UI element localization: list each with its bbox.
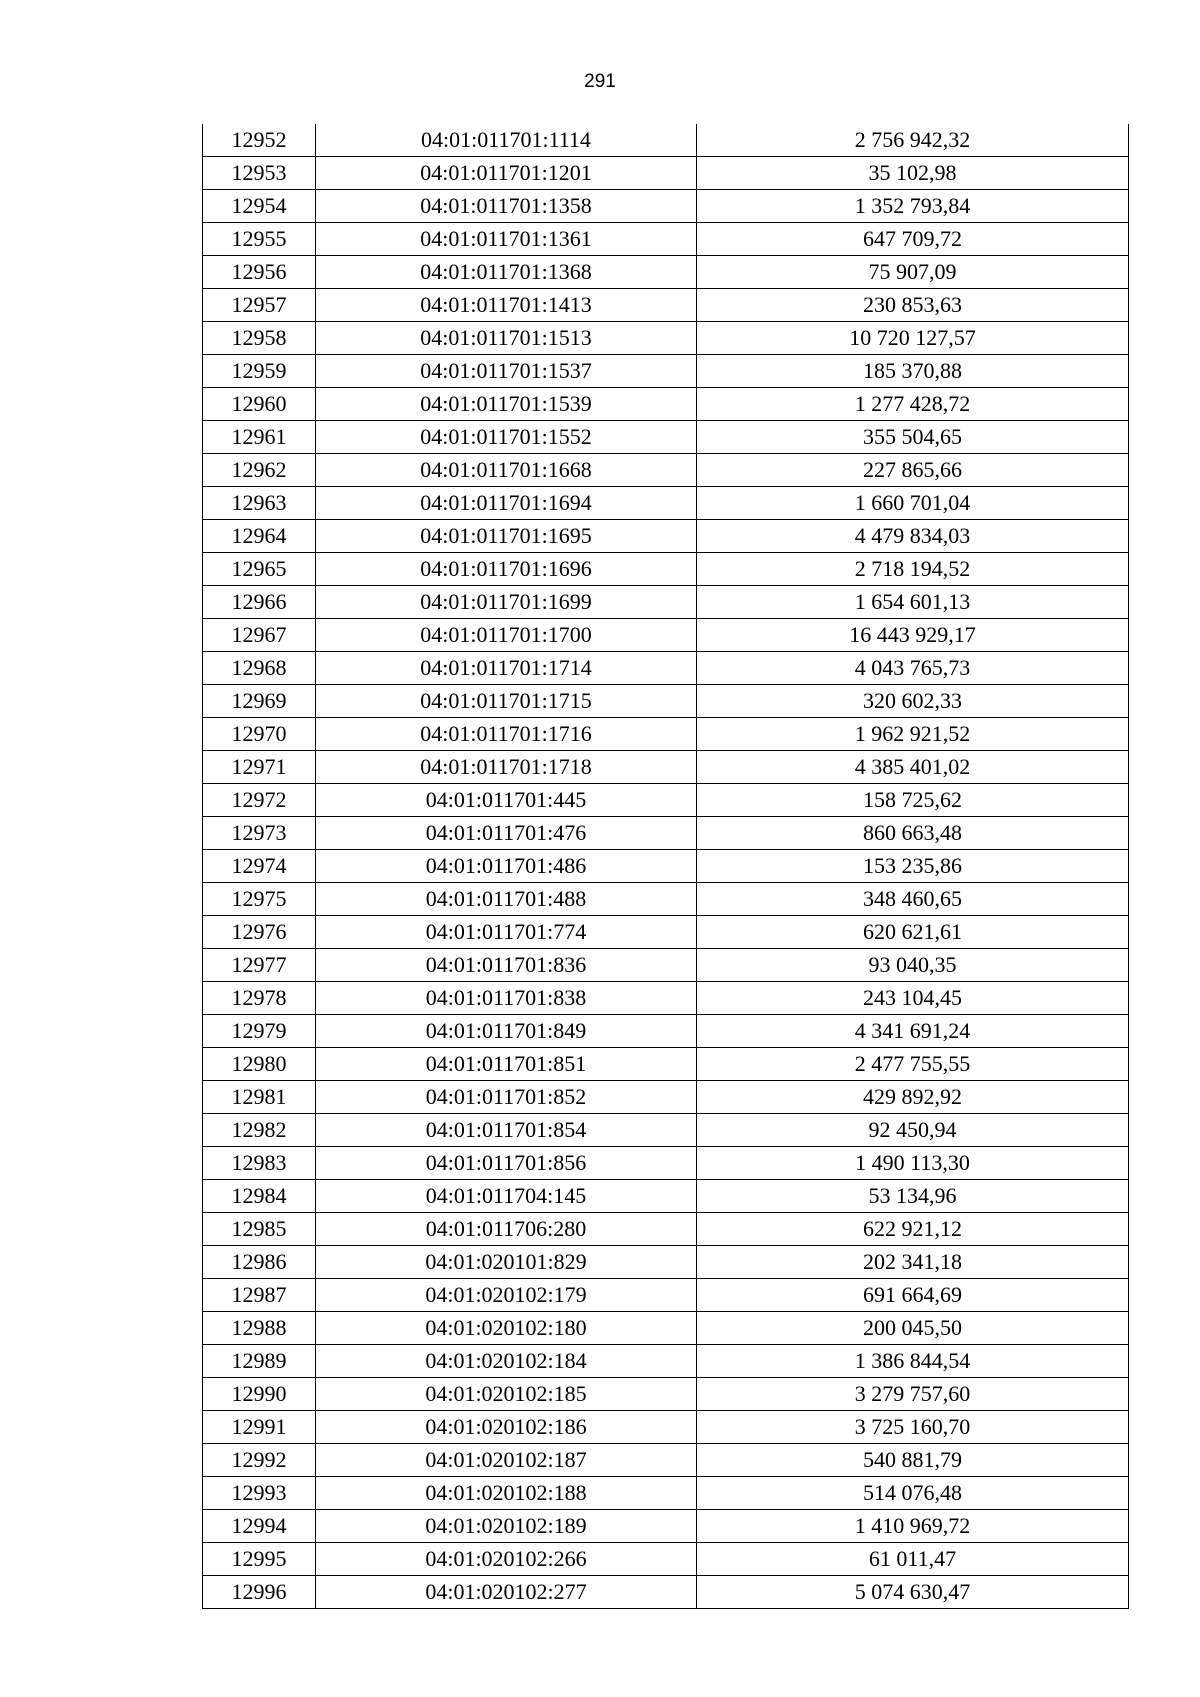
table-row: [203, 256, 1129, 289]
cadastral-number-cell: 04:01:020102:179: [316, 1279, 697, 1312]
cadastral-value-cell: 93 040,35: [697, 949, 1129, 982]
cadastral-number-cell: 04:01:011701:774: [316, 916, 697, 949]
row-number-cell: 12964: [203, 520, 316, 553]
table-row: [203, 850, 1129, 883]
cadastral-value-cell: 540 881,79: [697, 1444, 1129, 1477]
table-row: [203, 553, 1129, 586]
cadastral-number-cell: 04:01:020102:185: [316, 1378, 697, 1411]
table-row: [203, 1477, 1129, 1510]
table-row: [203, 982, 1129, 1015]
row-number-cell: 12974: [203, 850, 316, 883]
cadastral-number-cell: 04:01:011701:1513: [316, 322, 697, 355]
cadastral-value-cell: 320 602,33: [697, 685, 1129, 718]
table-row: [203, 652, 1129, 685]
row-number-cell: 12994: [203, 1510, 316, 1543]
cadastral-value-cell: 5 074 630,47: [697, 1576, 1129, 1609]
row-number-cell: 12982: [203, 1114, 316, 1147]
table-row: [203, 1378, 1129, 1411]
cadastral-value-cell: 4 043 765,73: [697, 652, 1129, 685]
table-row: [203, 1510, 1129, 1543]
table-row: [203, 718, 1129, 751]
cadastral-value-cell: 61 011,47: [697, 1543, 1129, 1576]
row-number-cell: 12996: [203, 1576, 316, 1609]
cadastral-value-cell: 647 709,72: [697, 223, 1129, 256]
cadastral-value-cell: 348 460,65: [697, 883, 1129, 916]
row-number-cell: 12972: [203, 784, 316, 817]
table-row: [203, 124, 1129, 157]
cadastral-number-cell: 04:01:011701:1114: [316, 124, 697, 157]
cadastral-number-cell: 04:01:011701:1358: [316, 190, 697, 223]
table-row: [203, 916, 1129, 949]
table-row: [203, 1312, 1129, 1345]
cadastral-value-cell: 227 865,66: [697, 454, 1129, 487]
cadastral-number-cell: 04:01:011701:486: [316, 850, 697, 883]
cadastral-value-cell: 4 385 401,02: [697, 751, 1129, 784]
cadastral-number-cell: 04:01:011701:838: [316, 982, 697, 1015]
cadastral-number-cell: 04:01:011701:1700: [316, 619, 697, 652]
row-number-cell: 12988: [203, 1312, 316, 1345]
row-number-cell: 12957: [203, 289, 316, 322]
table-row: [203, 1015, 1129, 1048]
cadastral-number-cell: 04:01:020102:180: [316, 1312, 697, 1345]
cadastral-value-cell: 202 341,18: [697, 1246, 1129, 1279]
cadastral-value-cell: 1 654 601,13: [697, 586, 1129, 619]
row-number-cell: 12995: [203, 1543, 316, 1576]
row-number-cell: 12983: [203, 1147, 316, 1180]
cadastral-number-cell: 04:01:011701:849: [316, 1015, 697, 1048]
row-number-cell: 12978: [203, 982, 316, 1015]
table-row: [203, 355, 1129, 388]
cadastral-value-cell: 153 235,86: [697, 850, 1129, 883]
cadastral-value-cell: 1 962 921,52: [697, 718, 1129, 751]
cadastral-value-cell: 35 102,98: [697, 157, 1129, 190]
row-number-cell: 12967: [203, 619, 316, 652]
cadastral-number-cell: 04:01:011701:1552: [316, 421, 697, 454]
row-number-cell: 12954: [203, 190, 316, 223]
row-number-cell: 12971: [203, 751, 316, 784]
row-number-cell: 12959: [203, 355, 316, 388]
cadastral-value-cell: 620 621,61: [697, 916, 1129, 949]
cadastral-number-cell: 04:01:011701:1361: [316, 223, 697, 256]
table-row: [203, 883, 1129, 916]
table-row: [203, 1246, 1129, 1279]
cadastral-value-cell: 2 756 942,32: [697, 124, 1129, 157]
row-number-cell: 12977: [203, 949, 316, 982]
cadastral-value-cell: 1 660 701,04: [697, 487, 1129, 520]
cadastral-number-cell: 04:01:020102:184: [316, 1345, 697, 1378]
cadastral-number-cell: 04:01:011701:488: [316, 883, 697, 916]
table-row: [203, 223, 1129, 256]
table-row: [203, 1543, 1129, 1576]
table-row: [203, 1180, 1129, 1213]
row-number-cell: 12969: [203, 685, 316, 718]
cadastral-value-cell: 4 479 834,03: [697, 520, 1129, 553]
cadastral-value-cell: 860 663,48: [697, 817, 1129, 850]
cadastral-number-cell: 04:01:011701:856: [316, 1147, 697, 1180]
cadastral-value-cell: 4 341 691,24: [697, 1015, 1129, 1048]
cadastral-value-cell: 185 370,88: [697, 355, 1129, 388]
cadastral-value-cell: 158 725,62: [697, 784, 1129, 817]
row-number-cell: 12975: [203, 883, 316, 916]
table-body: [203, 124, 1129, 1609]
cadastral-value-cell: 10 720 127,57: [697, 322, 1129, 355]
table-row: [203, 487, 1129, 520]
row-number-cell: 12960: [203, 388, 316, 421]
cadastral-number-cell: 04:01:011701:1201: [316, 157, 697, 190]
table-row: [203, 1213, 1129, 1246]
cadastral-value-cell: 1 352 793,84: [697, 190, 1129, 223]
cadastral-number-cell: 04:01:011701:1413: [316, 289, 697, 322]
row-number-cell: 12963: [203, 487, 316, 520]
cadastral-value-cell: 200 045,50: [697, 1312, 1129, 1345]
cadastral-number-cell: 04:01:011701:476: [316, 817, 697, 850]
row-number-cell: 12986: [203, 1246, 316, 1279]
table-row: [203, 1279, 1129, 1312]
table-row: [203, 388, 1129, 421]
table-row: [203, 784, 1129, 817]
table-row: [203, 1345, 1129, 1378]
cadastral-number-cell: 04:01:011701:836: [316, 949, 697, 982]
table-row: [203, 190, 1129, 223]
table-row: [203, 619, 1129, 652]
row-number-cell: 12958: [203, 322, 316, 355]
cadastral-value-cell: 1 410 969,72: [697, 1510, 1129, 1543]
cadastral-number-cell: 04:01:020102:187: [316, 1444, 697, 1477]
cadastral-number-cell: 04:01:020102:189: [316, 1510, 697, 1543]
cadastral-number-cell: 04:01:011701:1668: [316, 454, 697, 487]
table-row: [203, 322, 1129, 355]
cadastral-value-cell: 514 076,48: [697, 1477, 1129, 1510]
table-row: [203, 157, 1129, 190]
cadastral-value-cell: 1 490 113,30: [697, 1147, 1129, 1180]
table-row: [203, 1411, 1129, 1444]
cadastral-number-cell: 04:01:011704:145: [316, 1180, 697, 1213]
table-row: [203, 454, 1129, 487]
cadastral-value-cell: 3 279 757,60: [697, 1378, 1129, 1411]
cadastral-value-cell: 2 477 755,55: [697, 1048, 1129, 1081]
cadastral-value-cell: 1 277 428,72: [697, 388, 1129, 421]
cadastral-value-cell: 53 134,96: [697, 1180, 1129, 1213]
row-number-cell: 12991: [203, 1411, 316, 1444]
table-row: [203, 1444, 1129, 1477]
table-row: [203, 289, 1129, 322]
cadastral-number-cell: 04:01:020102:188: [316, 1477, 697, 1510]
row-number-cell: 12956: [203, 256, 316, 289]
row-number-cell: 12976: [203, 916, 316, 949]
row-number-cell: 12990: [203, 1378, 316, 1411]
cadastral-number-cell: 04:01:020102:266: [316, 1543, 697, 1576]
table-row: [203, 685, 1129, 718]
cadastral-number-cell: 04:01:011701:1714: [316, 652, 697, 685]
row-number-cell: 12984: [203, 1180, 316, 1213]
cadastral-value-cell: 622 921,12: [697, 1213, 1129, 1246]
cadastral-value-cell: 75 907,09: [697, 256, 1129, 289]
row-number-cell: 12992: [203, 1444, 316, 1477]
cadastral-number-cell: 04:01:011701:851: [316, 1048, 697, 1081]
cadastral-value-cell: 691 664,69: [697, 1279, 1129, 1312]
table-row: [203, 1147, 1129, 1180]
table-row: [203, 520, 1129, 553]
row-number-cell: 12965: [203, 553, 316, 586]
table-row: [203, 1576, 1129, 1609]
row-number-cell: 12981: [203, 1081, 316, 1114]
cadastral-number-cell: 04:01:011701:1716: [316, 718, 697, 751]
row-number-cell: 12968: [203, 652, 316, 685]
row-number-cell: 12962: [203, 454, 316, 487]
cadastral-number-cell: 04:01:011706:280: [316, 1213, 697, 1246]
cadastral-value-cell: 429 892,92: [697, 1081, 1129, 1114]
cadastral-value-cell: 3 725 160,70: [697, 1411, 1129, 1444]
cadastral-number-cell: 04:01:020102:186: [316, 1411, 697, 1444]
cadastral-number-cell: 04:01:020102:277: [316, 1576, 697, 1609]
row-number-cell: 12955: [203, 223, 316, 256]
table-row: [203, 751, 1129, 784]
cadastral-number-cell: 04:01:011701:1368: [316, 256, 697, 289]
cadastral-value-table: [202, 124, 1129, 1609]
row-number-cell: 12966: [203, 586, 316, 619]
table-row: [203, 1081, 1129, 1114]
cadastral-value-cell: 230 853,63: [697, 289, 1129, 322]
row-number-cell: 12980: [203, 1048, 316, 1081]
table-row: [203, 1114, 1129, 1147]
cadastral-number-cell: 04:01:011701:854: [316, 1114, 697, 1147]
row-number-cell: 12993: [203, 1477, 316, 1510]
row-number-cell: 12987: [203, 1279, 316, 1312]
row-number-cell: 12979: [203, 1015, 316, 1048]
row-number-cell: 12985: [203, 1213, 316, 1246]
cadastral-number-cell: 04:01:011701:1539: [316, 388, 697, 421]
cadastral-value-cell: 1 386 844,54: [697, 1345, 1129, 1378]
row-number-cell: 12961: [203, 421, 316, 454]
cadastral-number-cell: 04:01:011701:445: [316, 784, 697, 817]
cadastral-value-cell: 2 718 194,52: [697, 553, 1129, 586]
cadastral-value-cell: 16 443 929,17: [697, 619, 1129, 652]
cadastral-number-cell: 04:01:011701:1537: [316, 355, 697, 388]
table-row: [203, 1048, 1129, 1081]
row-number-cell: 12973: [203, 817, 316, 850]
cadastral-number-cell: 04:01:011701:1699: [316, 586, 697, 619]
table-row: [203, 421, 1129, 454]
cadastral-number-cell: 04:01:011701:1694: [316, 487, 697, 520]
row-number-cell: 12970: [203, 718, 316, 751]
cadastral-number-cell: 04:01:011701:1696: [316, 553, 697, 586]
cadastral-number-cell: 04:01:011701:1695: [316, 520, 697, 553]
row-number-cell: 12953: [203, 157, 316, 190]
cadastral-number-cell: 04:01:011701:852: [316, 1081, 697, 1114]
cadastral-value-cell: 355 504,65: [697, 421, 1129, 454]
cadastral-number-cell: 04:01:020101:829: [316, 1246, 697, 1279]
table-row: [203, 586, 1129, 619]
table-row: [203, 949, 1129, 982]
page-number: 291: [584, 71, 616, 92]
cadastral-value-cell: 92 450,94: [697, 1114, 1129, 1147]
row-number-cell: 12952: [203, 124, 316, 157]
cadastral-value-cell: 243 104,45: [697, 982, 1129, 1015]
cadastral-number-cell: 04:01:011701:1718: [316, 751, 697, 784]
cadastral-number-cell: 04:01:011701:1715: [316, 685, 697, 718]
table-row: [203, 817, 1129, 850]
row-number-cell: 12989: [203, 1345, 316, 1378]
